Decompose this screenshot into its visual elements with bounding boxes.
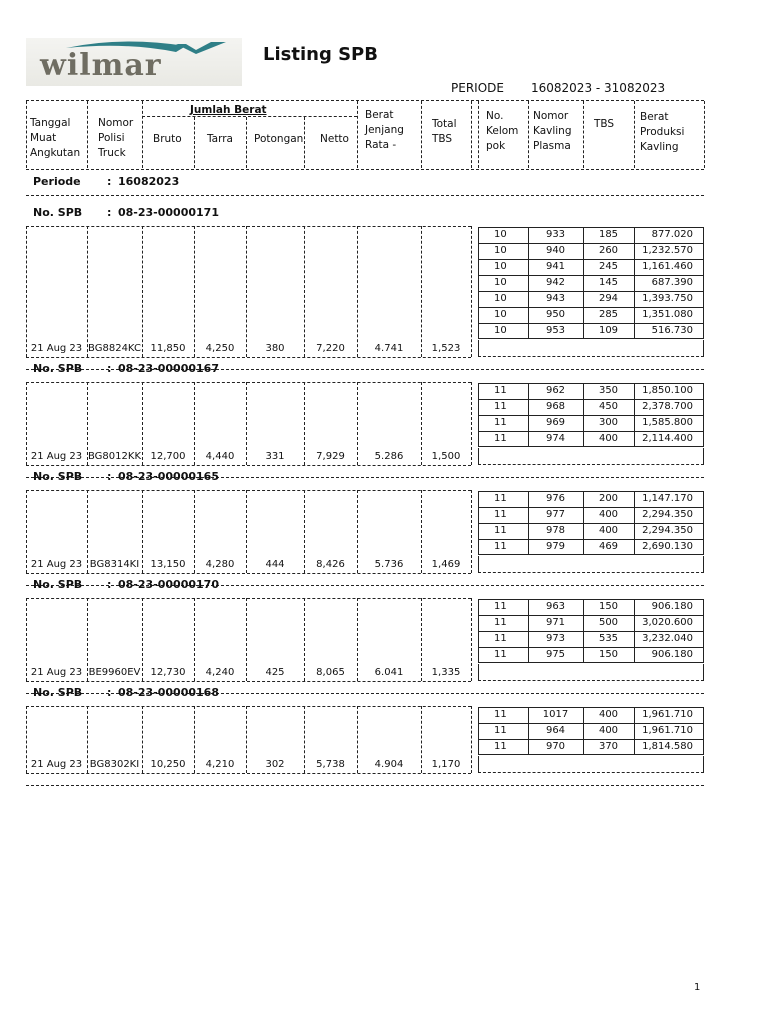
detail-produksi: 906.180 — [651, 601, 693, 612]
spb-total: 1,469 — [431, 559, 461, 570]
detail-tbs: 400 — [598, 525, 619, 536]
divider — [26, 598, 471, 599]
spb-polisi: BG8314KI — [89, 559, 140, 570]
column-divider — [194, 226, 195, 357]
detail-produksi: 1,147.170 — [642, 493, 693, 504]
detail-produksi: 906.180 — [651, 649, 693, 660]
header-nomor_polisi: Truck — [98, 147, 126, 159]
detail-tbs: 500 — [598, 617, 619, 628]
spb-total: 1,335 — [431, 667, 461, 678]
column-divider — [304, 117, 305, 168]
header-berat_jenjang: Berat — [365, 109, 394, 121]
column-divider — [26, 226, 27, 357]
column-divider — [421, 226, 422, 357]
spb-tanggal: 21 Aug 23 — [30, 559, 83, 570]
detail-kavling: 962 — [545, 385, 566, 396]
detail-tbs: 150 — [598, 601, 619, 612]
periode-label: PERIODE — [451, 81, 504, 95]
detail-row-divider — [478, 647, 704, 648]
spb-label: No. SPB — [33, 362, 83, 375]
detail-produksi: 1,814.580 — [642, 741, 693, 752]
spb-polisi: BG8824KC — [88, 343, 141, 354]
header-tanggal: Tanggal — [30, 117, 71, 129]
divider — [478, 464, 704, 465]
spb-number: 08-23-00000168 — [118, 686, 219, 699]
detail-tbs: 260 — [598, 245, 619, 256]
column-divider — [471, 382, 472, 465]
detail-produksi: 2,690.130 — [642, 541, 693, 552]
detail-kelompok: 11 — [494, 417, 507, 428]
divider — [26, 100, 704, 101]
detail-kelompok: 11 — [494, 633, 507, 644]
divider — [26, 490, 471, 491]
spb-netto: 5,738 — [316, 759, 345, 770]
detail-tbs: 150 — [598, 649, 619, 660]
column-divider — [357, 226, 358, 357]
spb-netto: 8,065 — [316, 667, 345, 678]
spb-netto: 7,929 — [316, 451, 345, 462]
header-kavling: Plasma — [533, 140, 571, 152]
spb-tanggal: 21 Aug 23 — [30, 343, 83, 354]
column-divider — [87, 226, 88, 357]
detail-kavling: 973 — [545, 633, 566, 644]
spb-label: No. SPB — [33, 578, 83, 591]
detail-kelompok: 11 — [494, 541, 507, 552]
header-nomor_polisi: Nomor — [98, 117, 134, 129]
column-divider — [471, 226, 472, 357]
header-tbs: TBS — [594, 118, 615, 130]
detail-tbs: 145 — [598, 277, 619, 288]
detail-kelompok: 11 — [494, 741, 507, 752]
detail-kavling: 933 — [545, 229, 566, 240]
header-nomor_polisi: Polisi — [98, 132, 125, 144]
header-kavling: Nomor — [533, 110, 569, 122]
detail-row-divider — [478, 523, 704, 524]
detail-kavling: 974 — [545, 433, 566, 444]
divider — [26, 773, 471, 774]
spb-label: No. SPB — [33, 470, 83, 483]
detail-tbs: 350 — [598, 385, 619, 396]
header-berat_jenjang: Rata - — [365, 139, 397, 151]
column-divider — [142, 101, 143, 168]
detail-kelompok: 11 — [494, 525, 507, 536]
spb-jenjang: 4.904 — [374, 759, 404, 770]
spb-jenjang: 6.041 — [374, 667, 404, 678]
header-kelompok: pok — [486, 140, 506, 152]
spb-sep: : — [107, 686, 112, 699]
detail-tbs: 285 — [598, 309, 619, 320]
spb-tarra: 4,440 — [205, 451, 235, 462]
detail-summary-box — [478, 664, 704, 680]
spb-netto: 7,220 — [316, 343, 345, 354]
column-divider — [357, 101, 358, 168]
detail-kavling: 969 — [545, 417, 566, 428]
detail-row-divider — [478, 631, 704, 632]
header-berat_jenjang: Jenjang — [365, 124, 404, 136]
detail-kelompok: 11 — [494, 401, 507, 412]
spb-polisi: BG8302KI — [89, 759, 140, 770]
spb-tanggal: 21 Aug 23 — [30, 451, 83, 462]
detail-kavling: 977 — [545, 509, 566, 520]
spb-number: 08-23-00000171 — [118, 206, 219, 219]
header-tanggal: Angkutan — [30, 147, 81, 159]
detail-kavling: 963 — [545, 601, 566, 612]
detail-kelompok: 11 — [494, 617, 507, 628]
spb-total: 1,170 — [431, 759, 461, 770]
detail-produksi: 1,351.080 — [642, 309, 693, 320]
divider — [26, 681, 471, 682]
detail-produksi: 516.730 — [651, 325, 693, 336]
spb-tanggal: 21 Aug 23 — [30, 759, 83, 770]
detail-kavling: 970 — [545, 741, 566, 752]
detail-kelompok: 11 — [494, 433, 507, 444]
detail-row-divider — [478, 615, 704, 616]
detail-kavling: 979 — [545, 541, 566, 552]
header-netto: Netto — [320, 133, 349, 145]
detail-tbs: 300 — [598, 417, 619, 428]
detail-kavling: 942 — [545, 277, 566, 288]
header-kelompok: Kelom — [486, 125, 519, 137]
detail-kelompok: 11 — [494, 601, 507, 612]
page-number: 1 — [694, 982, 701, 993]
header-tarra: Tarra — [207, 133, 233, 145]
divider — [142, 116, 357, 117]
header-produksi: Berat — [640, 111, 669, 123]
detail-row-divider — [478, 275, 704, 276]
detail-tbs: 294 — [598, 293, 619, 304]
detail-kavling: 978 — [545, 525, 566, 536]
detail-row-divider — [478, 291, 704, 292]
detail-produksi: 2,378.700 — [642, 401, 693, 412]
detail-row-divider — [478, 431, 704, 432]
detail-kavling: 971 — [545, 617, 566, 628]
detail-produksi: 3,232.040 — [642, 633, 693, 644]
column-divider — [194, 117, 195, 168]
header-total_tbs: TBS — [432, 133, 453, 145]
detail-kelompok: 11 — [494, 385, 507, 396]
column-divider — [471, 706, 472, 773]
spb-label: No. SPB — [33, 686, 83, 699]
detail-kavling: 950 — [545, 309, 566, 320]
spb-potongan: 331 — [265, 451, 285, 462]
column-divider — [528, 101, 529, 168]
detail-summary-box — [478, 556, 704, 572]
column-divider — [26, 101, 27, 168]
spb-bruto: 13,150 — [150, 559, 186, 570]
column-divider — [142, 226, 143, 357]
column-divider — [246, 226, 247, 357]
detail-row-divider — [478, 307, 704, 308]
detail-kelompok: 10 — [494, 309, 507, 320]
column-divider — [583, 101, 584, 168]
spb-potongan: 302 — [265, 759, 285, 770]
spb-number: 08-23-00000170 — [118, 578, 219, 591]
header-tanggal: Muat — [30, 132, 57, 144]
header-kelompok: No. — [486, 110, 504, 122]
detail-summary-box — [478, 756, 704, 772]
detail-produksi: 3,020.600 — [642, 617, 693, 628]
spb-tarra: 4,210 — [205, 759, 235, 770]
spb-polisi: BE9960EV — [88, 667, 141, 678]
detail-produksi: 1,961.710 — [642, 725, 693, 736]
detail-tbs: 370 — [598, 741, 619, 752]
detail-produksi: 2,114.400 — [642, 433, 693, 444]
detail-kavling: 976 — [545, 493, 566, 504]
detail-row-divider — [478, 399, 704, 400]
detail-kelompok: 11 — [494, 509, 507, 520]
detail-produksi: 1,850.100 — [642, 385, 693, 396]
detail-kavling: 940 — [545, 245, 566, 256]
detail-kelompok: 11 — [494, 725, 507, 736]
detail-kavling: 968 — [545, 401, 566, 412]
spb-sep: : — [107, 470, 112, 483]
detail-row-divider — [478, 243, 704, 244]
detail-kavling: 941 — [545, 261, 566, 272]
spb-sep: : — [107, 362, 112, 375]
detail-kelompok: 11 — [494, 649, 507, 660]
detail-produksi: 1,232.570 — [642, 245, 693, 256]
spb-bruto: 12,730 — [150, 667, 186, 678]
detail-tbs: 245 — [598, 261, 619, 272]
periode-label: Periode — [33, 175, 81, 188]
detail-row-divider — [478, 415, 704, 416]
header-potongan: Potongan — [254, 133, 304, 145]
header-produksi: Produksi — [640, 126, 685, 138]
divider — [26, 195, 704, 196]
spb-tarra: 4,250 — [205, 343, 235, 354]
detail-tbs: 185 — [598, 229, 619, 240]
detail-tbs: 450 — [598, 401, 619, 412]
detail-tbs: 400 — [598, 433, 619, 444]
header-produksi: Kavling — [640, 141, 679, 153]
detail-kelompok: 10 — [494, 229, 507, 240]
divider — [478, 680, 704, 681]
detail-tbs: 400 — [598, 509, 619, 520]
detail-kavling: 1017 — [542, 709, 569, 720]
header-total_tbs: Total — [432, 118, 457, 130]
logo-text: wilmar — [40, 48, 162, 83]
spb-polisi: BG8012KK — [88, 451, 141, 462]
detail-row-divider — [478, 323, 704, 324]
spb-jenjang: 4.741 — [374, 343, 404, 354]
divider — [478, 572, 704, 573]
detail-kelompok: 10 — [494, 245, 507, 256]
spb-jenjang: 5.736 — [374, 559, 404, 570]
divider — [26, 706, 471, 707]
column-divider — [704, 101, 705, 168]
detail-kelompok: 10 — [494, 277, 507, 288]
detail-produksi: 2,294.350 — [642, 525, 693, 536]
detail-tbs: 400 — [598, 725, 619, 736]
divider — [478, 356, 704, 357]
detail-kelompok: 11 — [494, 493, 507, 504]
spb-sep: : — [107, 578, 112, 591]
divider — [478, 772, 704, 773]
detail-kavling: 964 — [545, 725, 566, 736]
header-kavling: Kavling — [533, 125, 572, 137]
spb-jenjang: 5.286 — [374, 451, 404, 462]
divider — [26, 226, 471, 227]
detail-kelompok: 11 — [494, 709, 507, 720]
column-divider — [471, 101, 472, 168]
detail-row-divider — [478, 507, 704, 508]
column-divider — [478, 101, 479, 168]
detail-produksi: 687.390 — [651, 277, 693, 288]
detail-tbs: 109 — [598, 325, 619, 336]
detail-tbs: 400 — [598, 709, 619, 720]
page-title: Listing SPB — [263, 44, 378, 65]
detail-produksi: 1,585.800 — [642, 417, 693, 428]
spb-label: No. SPB — [33, 206, 83, 219]
spb-netto: 8,426 — [316, 559, 345, 570]
periode-value: 16082023 - 31082023 — [531, 81, 666, 95]
column-divider — [246, 117, 247, 168]
detail-row-divider — [478, 259, 704, 260]
detail-row-divider — [478, 539, 704, 540]
divider — [26, 785, 704, 786]
column-divider — [471, 598, 472, 681]
periode-value: 16082023 — [118, 175, 180, 188]
detail-produksi: 2,294.350 — [642, 509, 693, 520]
wilmar-logo — [26, 38, 242, 86]
divider — [26, 382, 471, 383]
column-divider — [304, 226, 305, 357]
spb-tarra: 4,240 — [205, 667, 235, 678]
spb-total: 1,523 — [431, 343, 461, 354]
detail-produksi: 1,393.750 — [642, 293, 693, 304]
detail-kavling: 953 — [545, 325, 566, 336]
spb-bruto: 12,700 — [150, 451, 186, 462]
periode-sep: : — [107, 175, 112, 188]
divider — [26, 169, 704, 170]
spb-bruto: 10,250 — [150, 759, 186, 770]
header-jumlah-berat: Jumlah Berat — [190, 104, 267, 116]
detail-summary-box — [478, 340, 704, 356]
divider — [26, 357, 471, 358]
header-bruto: Bruto — [153, 133, 182, 145]
detail-kelompok: 10 — [494, 293, 507, 304]
detail-tbs: 200 — [598, 493, 619, 504]
detail-summary-box — [478, 448, 704, 464]
detail-tbs: 535 — [598, 633, 619, 644]
column-divider — [87, 101, 88, 168]
column-divider — [421, 101, 422, 168]
spb-tanggal: 21 Aug 23 — [30, 667, 83, 678]
detail-produksi: 877.020 — [651, 229, 693, 240]
detail-kelompok: 10 — [494, 325, 507, 336]
spb-number: 08-23-00000165 — [118, 470, 219, 483]
divider — [26, 465, 471, 466]
column-divider — [471, 490, 472, 573]
detail-kelompok: 10 — [494, 261, 507, 272]
spb-bruto: 11,850 — [150, 343, 186, 354]
detail-produksi: 1,961.710 — [642, 709, 693, 720]
detail-row-divider — [478, 739, 704, 740]
detail-kavling: 975 — [545, 649, 566, 660]
spb-potongan: 444 — [265, 559, 285, 570]
spb-sep: : — [107, 206, 112, 219]
spb-total: 1,500 — [431, 451, 461, 462]
detail-kavling: 943 — [545, 293, 566, 304]
spb-potongan: 380 — [265, 343, 285, 354]
column-divider — [634, 101, 635, 168]
spb-potongan: 425 — [265, 667, 285, 678]
detail-tbs: 469 — [598, 541, 619, 552]
divider — [26, 573, 471, 574]
detail-row-divider — [478, 723, 704, 724]
spb-tarra: 4,280 — [205, 559, 235, 570]
detail-produksi: 1,161.460 — [642, 261, 693, 272]
spb-number: 08-23-00000167 — [118, 362, 219, 375]
